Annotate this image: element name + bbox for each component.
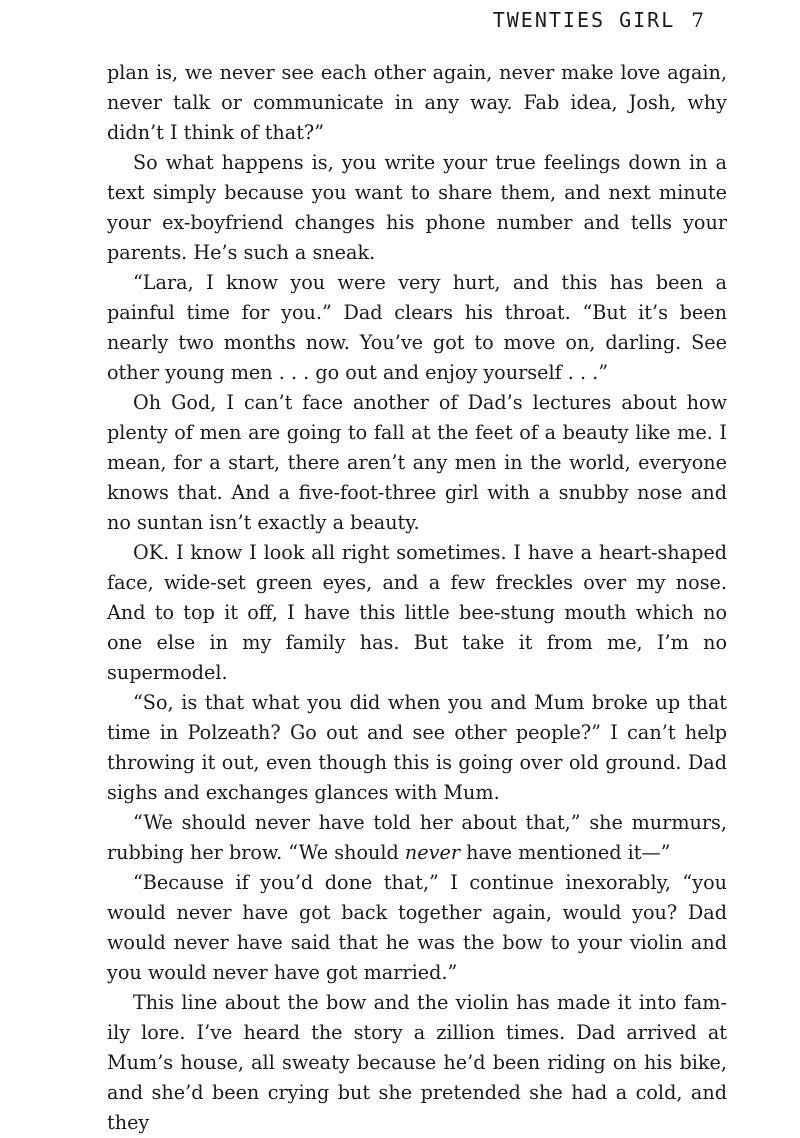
running-head-title: TWENTIES GIRL [492,8,676,32]
page-number: 7 [691,8,704,32]
paragraph-7-before: “We should never have told her about that,” she murmurs, rubbing her brow. “We should [107,811,727,864]
paragraph-7 [107,808,727,868]
paragraph-7-after: have mentioned it—” [460,841,671,864]
body-text [107,58,727,1138]
paragraph-2: So what happens is, you write your true feelings down in a text simply because you want to share them, and next minute your ex-boyfriend changes his phone number and tells your parents. He’s such a sneak. [107,151,727,264]
paragraph-6: “So, is that what you did when you and Mum broke up that time in Polzeath? Go out and see other people?” I can’t help throwing it out, even though this is going over old ground. Dad sighs and exchanges glances with Mum. [107,691,727,804]
paragraph-3: “Lara, I know you were very hurt, and this has been a painful time for you.” Dad clears his throat. “But it’s been nearly two months now. You’ve got to move on, darling. See other young men . . . go out and enjoy yourself . . .” [107,271,727,384]
paragraph-7-emphasis: never [404,841,460,864]
paragraph-8: “Because if you’d done that,” I continue inexorably, “you would never have got back together again, would you? Dad would never have said that he was the bow to your violin and you would never have got married.” [107,871,727,984]
paragraph-5: OK. I know I look all right sometimes. I have a heart-shaped face, wide-set green eyes, and a few freckles over my nose. And to top it off, I have this little bee-stung mouth which no one else in my family has. But take it from me, I’m no supermodel. [107,541,727,684]
running-head [493,8,704,32]
paragraph-9: This line about the bow and the violin has made it into family lore. I’ve heard the story a zillion times. Dad arrived at Mum’s house, all sweaty because he’d been riding on his bike, and she’d been crying but she pretended she had a cold, and they [107,991,727,1134]
paragraph-1: plan is, we never see each other again, never make love again, never talk or communicate in any way. Fab idea, Josh, why didn’t I think of that?” [107,61,727,144]
paragraph-4: Oh God, I can’t face another of Dad’s lectures about how plenty of men are going to fall at the feet of a beauty like me. I mean, for a start, there aren’t any men in the world, everyone knows that. And a five-foot-three girl with a snubby nose and no suntan isn’t exactly a beauty. [107,391,727,534]
